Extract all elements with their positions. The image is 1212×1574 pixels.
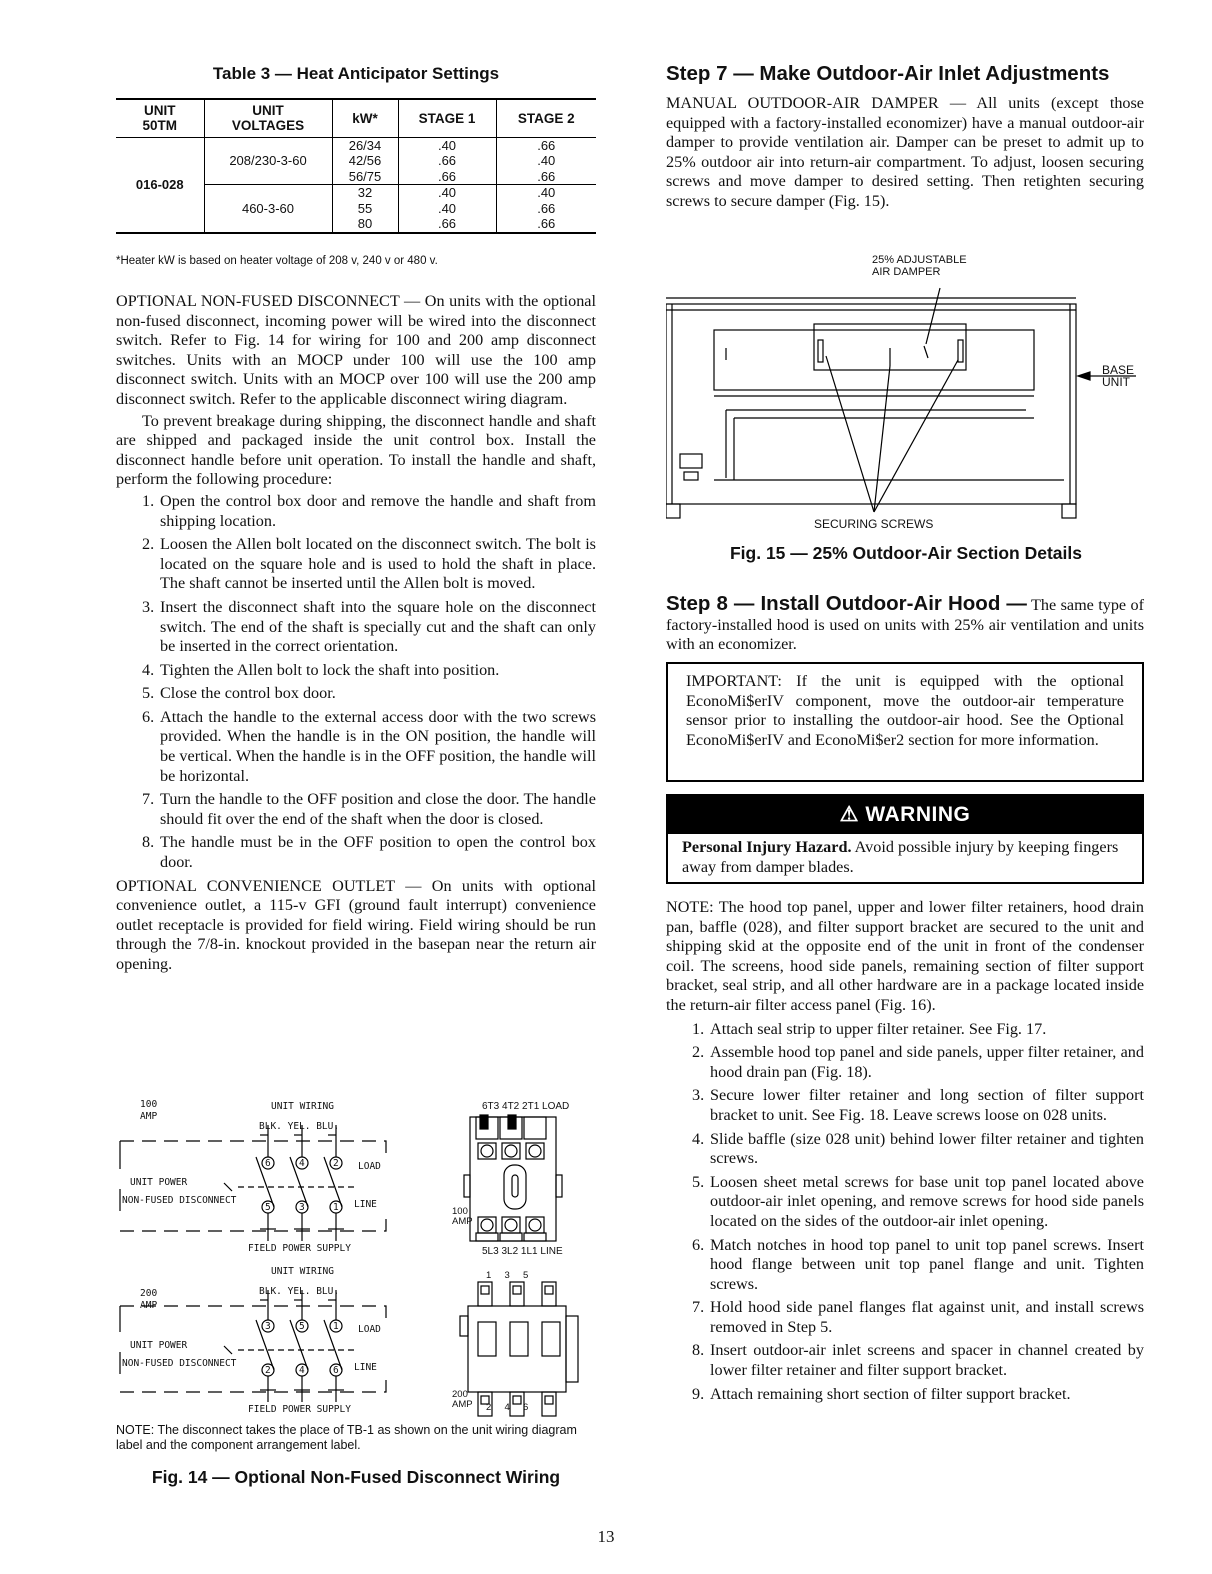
col-header-unit: UNIT 50TM bbox=[116, 99, 204, 137]
kw-cell: 80 bbox=[332, 216, 398, 233]
non-fused-disconnect-paragraph: OPTIONAL NON-FUSED DISCONNECT — On units with the optional non-fused disconnect, incoming power will be wired into the disconnect switch. Refer to Fig. 14 for wiring for 100 and 200 amp disconnect switches. Units with an MOCP under 100 will use the 100 amp disconnect switch. Units with an MOCP over 100 will use the 200 amp disconnect switch. Refer to the applicable disconnect wiring diagram. bbox=[116, 292, 596, 408]
line-terminals-label: 5L3 3L2 1L1 LINE bbox=[482, 1246, 563, 1257]
warning-box bbox=[666, 794, 1144, 884]
unit-wiring-label: UNIT WIRING bbox=[271, 1101, 334, 1112]
stage2-cell: .66 bbox=[496, 216, 596, 233]
fig15-diagram bbox=[666, 248, 1146, 531]
list-item: 2. Assemble hood top panel and side panels, upper filter retainer, and hood drain pan (Fig. 18). bbox=[692, 1043, 1144, 1081]
table-row bbox=[116, 137, 596, 153]
stage1-cell: .66 bbox=[398, 153, 496, 169]
page-number: 13 bbox=[597, 1527, 615, 1546]
fig14-note: NOTE: The disconnect takes the place of TB-1 as shown on the unit wiring diagram label and the component arrangement label. bbox=[116, 1423, 577, 1452]
list-item: 8. The handle must be in the OFF position to open the control box door. bbox=[142, 833, 596, 872]
hood-steps-list bbox=[666, 1020, 1144, 1405]
heat-anticipator-table bbox=[116, 98, 596, 234]
unit-power-label: UNIT POWER bbox=[130, 1340, 188, 1351]
kw-cell: 56/75 bbox=[332, 169, 398, 185]
table-footnote: *Heater kW is based on heater voltage of 208 v, 240 v or 480 v. bbox=[116, 255, 438, 267]
stage1-cell: .66 bbox=[398, 169, 496, 185]
line-label: LINE bbox=[354, 1199, 377, 1210]
list-item: 4. Tighten the Allen bolt to lock the shaft into position. bbox=[142, 660, 500, 679]
fig14-caption: Fig. 14 — Optional Non-Fused Disconnect Wiring bbox=[151, 1467, 561, 1487]
terminal-label: 2 bbox=[265, 1365, 271, 1376]
list-item: 9. Attach remaining short section of filter support bracket. bbox=[692, 1384, 1071, 1403]
list-item: 4. Slide baffle (size 028 unit) behind lower filter retainer and tighten screws. bbox=[692, 1129, 1144, 1168]
unit-power-label: UNIT POWER bbox=[130, 1177, 188, 1188]
warning-header bbox=[668, 796, 1142, 834]
col-header-voltages: UNIT VOLTAGES bbox=[204, 99, 332, 137]
base-unit-label: BASE UNIT bbox=[1102, 363, 1135, 389]
field-power-label: FIELD POWER SUPPLY bbox=[248, 1404, 351, 1415]
terminal-label: 1 bbox=[333, 1321, 339, 1332]
disconnect-label: NON-FUSED DISCONNECT bbox=[122, 1358, 237, 1369]
stage2-cell: .40 bbox=[496, 153, 596, 169]
step8-section bbox=[666, 594, 1144, 655]
amp-label: 100 AMP bbox=[140, 1099, 158, 1122]
list-item: 6. Attach the handle to the external access door with the two screws provided. When the handle is in the ON position, the handle will be vertical. When the handle is in the OFF position, the handle will be horizontal. bbox=[142, 707, 596, 785]
switch-200amp-drawing bbox=[116, 1262, 596, 1422]
list-item: 6. Match notches in hood top panel to unit top panel screws. Insert hood flange between unit top panel flange and unit. Tighten screws. bbox=[692, 1235, 1144, 1293]
terminal-label: 1 bbox=[333, 1202, 339, 1213]
list-item: 5. Close the control box door. bbox=[142, 684, 336, 703]
switch-100amp-drawing bbox=[116, 1095, 596, 1265]
step7-paragraph: MANUAL OUTDOOR-AIR DAMPER — All units (except those equipped with a factory-installed economizer) have a manual outdoor-air damper to provide ventilation air. Damper can be preset to admit up to 25% outdoor air into return-air compartment. To adjust, loosen securing screws and move damper to desired setting. Then retighten securing screws to secure damper (Fig. 15). bbox=[666, 94, 1144, 210]
list-item: 3. Insert the disconnect shaft into the square hole on the disconnect switch. The end of the shaft is specially cut and the shaft can only be inserted in the correct orientation. bbox=[142, 597, 596, 656]
terminal-label: 6 bbox=[265, 1158, 271, 1169]
stage1-cell: .40 bbox=[398, 201, 496, 217]
list-item: 8. Insert outdoor-air inlet screens and spacer in channel created by lower filter retainer and filter support bracket. bbox=[692, 1341, 1144, 1380]
terminal-label: 3 bbox=[265, 1321, 271, 1332]
terminal-label: 6 bbox=[333, 1365, 339, 1376]
left-body bbox=[116, 292, 596, 977]
kw-cell: 55 bbox=[332, 201, 398, 217]
kw-cell: 32 bbox=[332, 185, 398, 201]
stage1-cell: .66 bbox=[398, 216, 496, 233]
warning-text: Avoid possible injury by keeping fingers away from damper blades. bbox=[682, 838, 1119, 876]
fig14-diagram-100amp bbox=[116, 1095, 596, 1265]
unit-cell: 016-028 bbox=[135, 176, 184, 192]
stage2-cell: .40 bbox=[496, 185, 596, 201]
warning-bold: Personal Injury Hazard. bbox=[682, 838, 852, 856]
list-item: 5. Loosen sheet metal screws for base unit top panel located above outdoor-air inlet opening, and remove screws for hood side panels located on the sides of the outdoor-air inlet opening. bbox=[692, 1172, 1144, 1230]
step7-heading: Step 7 — Make Outdoor-Air Inlet Adjustments bbox=[666, 62, 1110, 85]
load-label: LOAD bbox=[358, 1161, 381, 1172]
disconnect-label: NON-FUSED DISCONNECT bbox=[122, 1195, 237, 1206]
outdoor-air-section-drawing bbox=[666, 248, 1146, 522]
bottom-terminal-numbers: 2 4 6 bbox=[486, 1402, 529, 1413]
kw-cell: 42/56 bbox=[332, 153, 398, 169]
stage2-cell: .66 bbox=[496, 201, 596, 217]
top-terminal-numbers: 1 3 5 bbox=[486, 1270, 529, 1281]
wire-colors-label: BLK. YEL. BLU. bbox=[259, 1286, 340, 1297]
stage2-cell: .66 bbox=[496, 137, 596, 153]
amp-label: 200 AMP bbox=[140, 1288, 158, 1311]
side-amp-label: 100 AMP bbox=[452, 1206, 473, 1227]
terminal-label: 4 bbox=[299, 1158, 305, 1169]
voltage-cell: 460-3-60 bbox=[204, 185, 332, 233]
convenience-outlet-paragraph: OPTIONAL CONVENIENCE OUTLET — On units with optional convenience outlet, a 115-v GFI (ground fault interrupt) convenience outlet receptacle is provided for field wiring. Field wiring should be run through the 7/8-in. knockout provided in the basepan near the return air opening. bbox=[116, 876, 596, 973]
list-item: 3. Secure lower filter retainer and long section of filter support bracket to unit. See Fig. 18. Leave screws loose on 028 units. bbox=[692, 1086, 1144, 1124]
warning-triangle-icon: ⚠ bbox=[839, 803, 859, 826]
side-amp-label: 200 AMP bbox=[452, 1389, 473, 1410]
load-label: LOAD bbox=[358, 1324, 381, 1335]
stage1-cell: .40 bbox=[398, 185, 496, 201]
step8-heading: Step 8 — Install Outdoor-Air Hood — bbox=[666, 592, 1027, 615]
warning-body bbox=[668, 834, 1142, 881]
step8-paragraph: The same type of factory-installed hood is used on units with 25% air ventilation and units with an economizer. bbox=[666, 596, 1145, 654]
terminal-label: 5 bbox=[265, 1202, 271, 1213]
line-label: LINE bbox=[354, 1362, 377, 1373]
fig15-caption: Fig. 15 — 25% Outdoor-Air Section Details bbox=[729, 543, 1082, 563]
col-header-kw: kW* bbox=[332, 99, 398, 137]
unit-wiring-label: UNIT WIRING bbox=[271, 1266, 334, 1277]
terminal-label: 4 bbox=[299, 1365, 305, 1376]
securing-screws-label: SECURING SCREWS bbox=[814, 517, 934, 531]
col-header-stage1: STAGE 1 bbox=[398, 99, 496, 137]
important-box: IMPORTANT: If the unit is equipped with the optional EconoMi$erIV component, move the outdoor-air temperature sensor prior to installing the outdoor-air hood. See the Optional EconoMi$erIV and EconoMi$er2 section for more information. bbox=[666, 662, 1144, 782]
table-title: Table 3 — Heat Anticipator Settings bbox=[212, 64, 500, 83]
list-item: 1. Attach seal strip to upper filter retainer. See Fig. 17. bbox=[692, 1019, 1047, 1038]
col-header-stage2: STAGE 2 bbox=[496, 99, 596, 137]
list-item: 7. Hold hood side panel flanges flat against unit, and install screws removed in Step 5. bbox=[692, 1298, 1144, 1336]
terminal-label: 2 bbox=[333, 1158, 339, 1169]
wire-colors-label: BLK. YEL. BLU. bbox=[259, 1121, 340, 1132]
hood-note-section bbox=[666, 898, 1144, 1408]
terminal-label: 3 bbox=[299, 1202, 305, 1213]
load-terminals-label: 6T3 4T2 2T1 LOAD bbox=[482, 1101, 570, 1112]
field-power-label: FIELD POWER SUPPLY bbox=[248, 1243, 351, 1254]
terminal-label: 5 bbox=[299, 1321, 305, 1332]
kw-cell: 26/34 bbox=[332, 137, 398, 153]
list-item: 1. Open the control box door and remove the handle and shaft from shipping location. bbox=[142, 491, 596, 530]
voltage-cell: 208/230-3-60 bbox=[204, 137, 332, 185]
disconnect-steps-list bbox=[116, 492, 596, 873]
stage1-cell: .40 bbox=[398, 137, 496, 153]
list-item: 7. Turn the handle to the OFF position and close the door. The handle should fit over the end of the shaft when the door is closed. bbox=[142, 790, 596, 828]
list-item: 2. Loosen the Allen bolt located on the disconnect switch. The bolt is located on the square hole and is used to hold the shaft in place. The shaft cannot be inserted until the Allen bolt is moved. bbox=[142, 535, 596, 593]
hood-note-paragraph: NOTE: The hood top panel, upper and lower filter retainers, hood drain pan, baffle (028), and filter support bracket are secured to the unit and shipping skid at the opposite end of the unit in front of the condenser coil. The screens, hood side panels, remaining section of filter support bracket, seal strip, and all other hardware are in a package located inside the return-air filter access panel (Fig. 16). bbox=[666, 898, 1144, 1014]
shipping-paragraph: To prevent breakage during shipping, the disconnect handle and shaft are shipped and packaged inside the unit control box. Install the disconnect handle before unit operation. To install the handle and shaft, perform the following procedure: bbox=[116, 411, 596, 489]
fig14-diagram-200amp bbox=[116, 1262, 596, 1422]
damper-label: 25% ADJUSTABLE AIR DAMPER bbox=[872, 254, 967, 278]
stage2-cell: .66 bbox=[496, 169, 596, 185]
warning-title: WARNING bbox=[865, 803, 971, 826]
